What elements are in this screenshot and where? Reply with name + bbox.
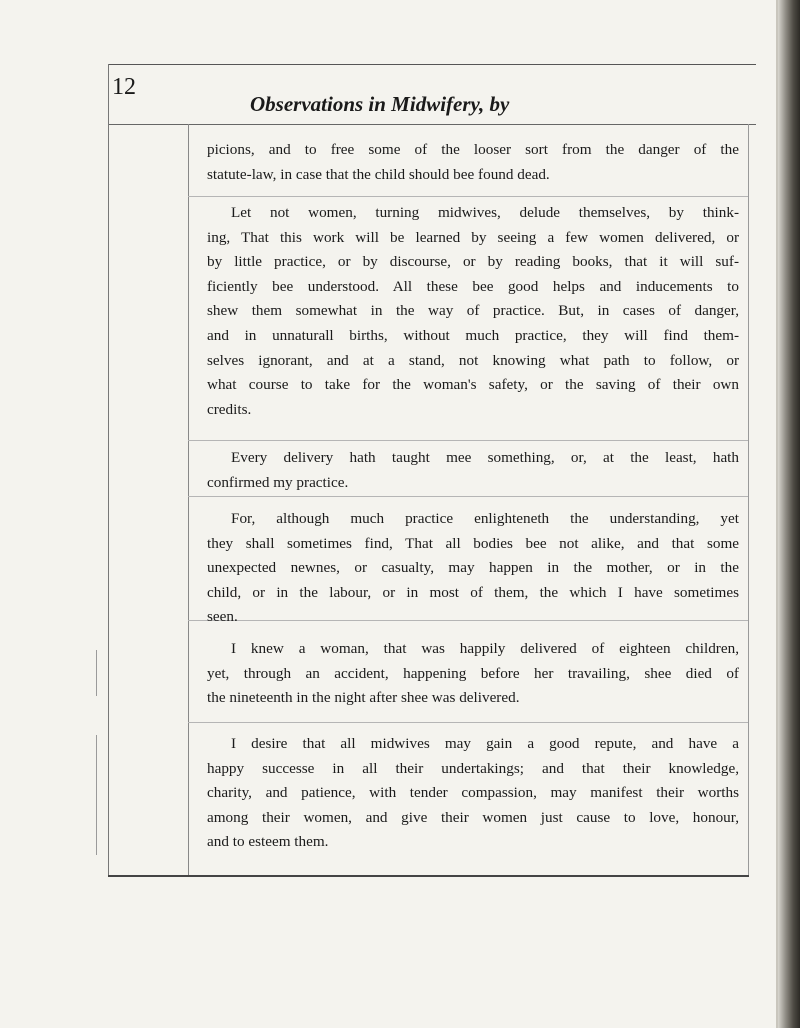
row-divider: [188, 440, 748, 441]
row-divider: [188, 196, 748, 197]
page-edge-line: [776, 0, 778, 1028]
text-line: ing, That this work will be learned by seeing a few women delivered, or: [207, 228, 739, 246]
text-line: unexpected newnes, or casualty, may happen in the mother, or in the: [207, 559, 739, 577]
paragraph-6: [207, 732, 739, 855]
text-line: shew them somewhat in the way of practice. But, in cases of danger,: [207, 302, 739, 320]
text-line: Every delivery hath taught mee something, or, at the least, hath: [231, 449, 739, 466]
running-head: Observations in Midwifery, by: [250, 92, 510, 116]
paragraph-5: [207, 637, 739, 711]
text-line: they shall sometimes find, That all bodies bee not alike, and that some: [207, 534, 739, 552]
frame-left-rule: [108, 64, 109, 876]
frame-right-rule: [748, 124, 749, 876]
text-line: yet, through an accident, happening before her travailing, shee died of: [207, 664, 739, 682]
text-line: what course to take for the woman's safety, or the saving of their own: [207, 376, 739, 394]
text-line: For, although much practice enlighteneth the understanding, yet: [231, 510, 739, 527]
text-line: selves ignorant, and at a stand, not knowing what path to follow, or: [207, 351, 739, 369]
text-line: confirmed my practice.: [207, 473, 349, 491]
frame-bottom-rule: [108, 875, 749, 877]
header-top-rule: [108, 64, 756, 65]
text-line: and to esteem them.: [207, 833, 329, 851]
text-line: happy successe in all their undertakings; and that their knowledge,: [207, 759, 739, 777]
text-line: statute-law, in case that the child should bee found dead.: [207, 165, 550, 183]
text-line: child, or in the labour, or in most of them, the which I have sometimes: [207, 583, 739, 601]
paragraph-4: [207, 507, 739, 630]
text-line: charity, and patience, with tender compassion, may manifest their worths: [207, 784, 739, 802]
row-divider: [188, 496, 748, 497]
text-line: and in unnaturall births, without much practice, they will find them-: [207, 326, 739, 344]
paragraph-2: [207, 201, 739, 422]
paragraph-1: [207, 138, 739, 187]
text-line: by little practice, or by discourse, or by reading books, that it will suf-: [207, 253, 739, 271]
text-line: I knew a woman, that was happily delivered of eighteen children,: [231, 640, 739, 657]
row-divider: [188, 722, 748, 723]
text-line: Let not women, turning midwives, delude themselves, by think-: [231, 204, 739, 221]
page-binding-edge: [778, 0, 800, 1028]
header-bottom-rule: [108, 124, 756, 125]
text-line: picions, and to free some of the looser sort from the danger of the: [207, 141, 739, 158]
text-line: credits.: [207, 400, 252, 418]
text-line: I desire that all midwives may gain a good repute, and have a: [231, 735, 739, 752]
page-number: 12: [112, 74, 136, 100]
text-line: ficiently bee understood. All these bee good helps and inducements to: [207, 277, 739, 295]
margin-mark: [96, 735, 97, 855]
margin-mark: [96, 650, 97, 696]
text-line: among their women, and give their women just cause to love, honour,: [207, 808, 739, 826]
text-line: the nineteenth in the night after shee was delivered.: [207, 689, 520, 707]
frame-margin-rule: [188, 124, 189, 876]
paragraph-3: [207, 446, 739, 495]
text-line: seen.: [207, 608, 238, 626]
